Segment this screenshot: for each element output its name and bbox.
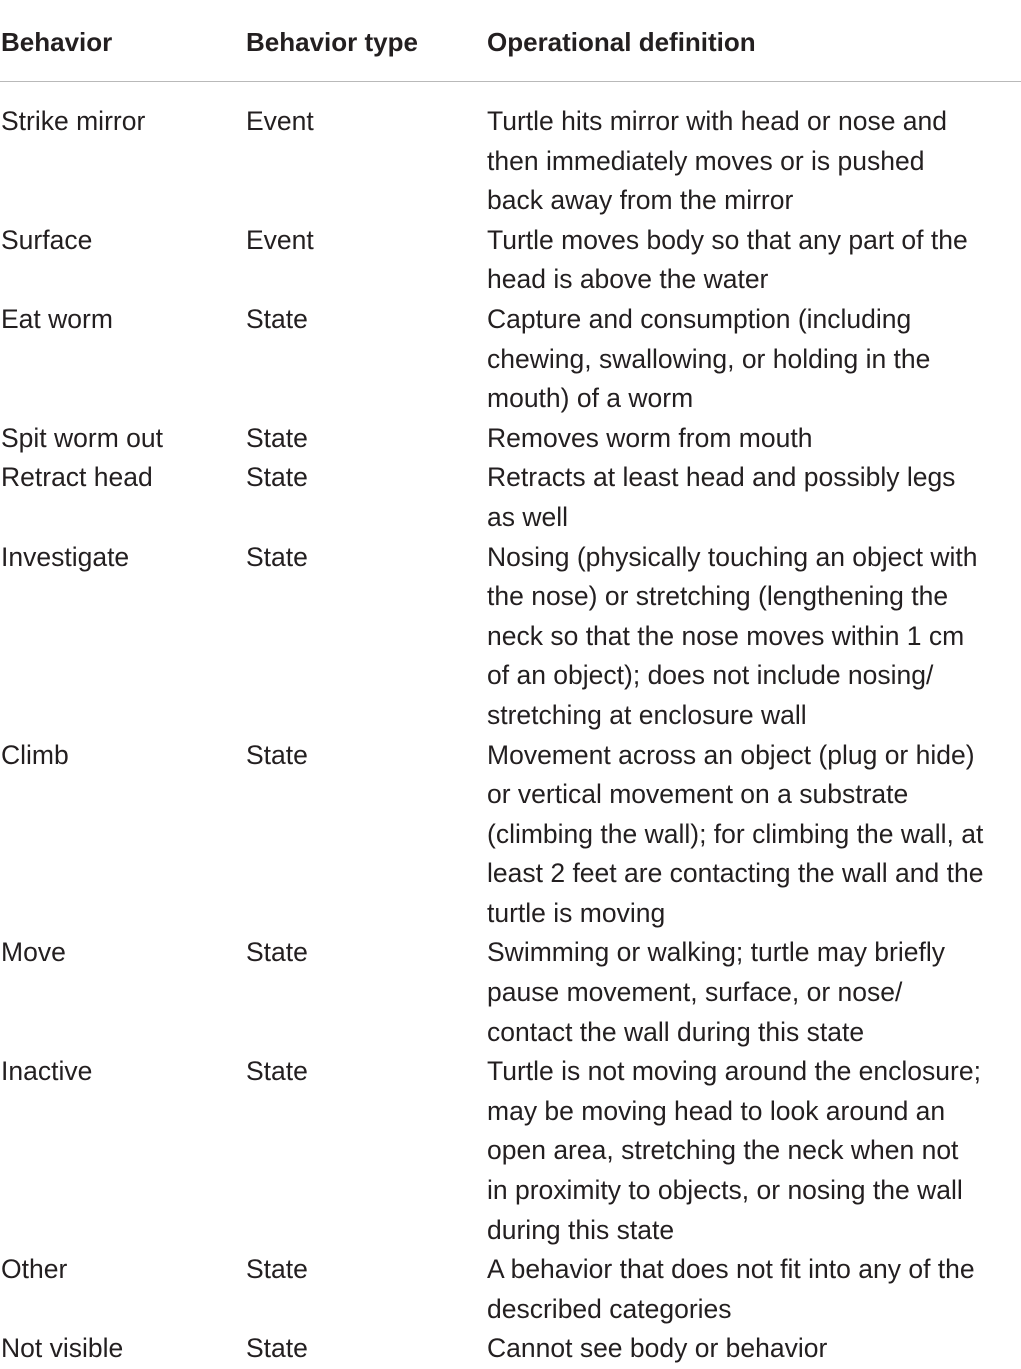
definition-line: Turtle is not moving around the enclosure; [487,1056,981,1087]
definition-line: Nosing (physically touching an object with [487,541,978,572]
behavior-type-cell: State [246,462,308,493]
definition-line: the nose) or stretching (lengthening the [487,581,949,612]
behavior-type-cell: State [246,1056,308,1087]
definition-line: Swimming or walking; turtle may briefly [487,937,945,968]
behavior-type-cell: Event [246,106,314,136]
definition-line: neck so that the nose moves within 1 cm [487,620,965,651]
definition-line: or vertical movement on a substrate [487,779,909,810]
table-header [0,0,1021,82]
behavior-type-cell: State [246,937,308,968]
definition-line: as well [487,501,569,532]
behavior-cell: Spit worm out [1,422,164,453]
table-row [0,1329,1021,1369]
behavior-cell: Move [1,937,66,968]
header-behavior: Behavior [1,27,113,57]
table-row [0,933,1021,1052]
definition-line: (climbing the wall); for climbing the wall, at [487,818,984,849]
definition-line: stretching at enclosure wall [487,699,807,730]
behavior-cell: Inactive [1,1056,93,1087]
definition-line: in proximity to objects, or nosing the wall [487,1175,963,1206]
definition-cell [487,538,1021,736]
definition-line: open area, stretching the neck when not [487,1135,959,1166]
definition-line: pause movement, surface, or nose/ [487,977,903,1008]
behavior-cell: Investigate [1,541,130,572]
behavior-cell: Surface [1,224,93,255]
definition-line: described categories [487,1293,732,1324]
definition-line: Turtle moves body so that any part of the [487,224,968,255]
definition-line: back away from the mirror [487,185,794,216]
behavior-cell: Eat worm [1,303,113,334]
table-row [0,458,1021,537]
definition-cell [487,419,1021,459]
definition-line: Turtle hits mirror with head or nose and [487,106,948,136]
table-row [0,538,1021,736]
definition-line: Capture and consumption (including [487,303,912,334]
table-row [0,736,1021,934]
definition-line: of an object); does not include nosing/ [487,660,934,691]
behavior-type-cell: Event [246,224,314,255]
behavior-type-cell: State [246,739,308,770]
definition-cell [487,458,1021,537]
definition-line: turtle is moving [487,897,666,928]
definition-line: during this state [487,1214,675,1245]
behavior-cell: Not visible [1,1333,124,1364]
definition-line: least 2 feet are contacting the wall and the [487,858,984,889]
definition-line: head is above the water [487,264,769,295]
definition-cell [487,1052,1021,1250]
definition-cell [487,221,1021,300]
definition-line: may be moving head to look around an [487,1095,946,1126]
table-row [0,300,1021,419]
definition-cell [487,736,1021,934]
header-divider [0,81,1021,82]
behavior-cell: Retract head [1,462,153,493]
table-row [0,419,1021,459]
definition-cell [487,1250,1021,1329]
behavior-type-cell: State [246,422,308,453]
definition-line: Retracts at least head and possibly legs [487,462,956,493]
table-row [0,102,1021,221]
table-row [0,1052,1021,1250]
definition-line: A behavior that does not fit into any of the [487,1254,975,1285]
table-body [0,102,1021,1369]
definition-cell [487,1329,1021,1369]
definition-cell [487,933,1021,1052]
behavior-cell: Climb [1,739,69,770]
table-row [0,221,1021,300]
definition-line: contact the wall during this state [487,1016,865,1047]
header-behavior-type: Behavior type [246,27,418,57]
definition-line: Movement across an object (plug or hide) [487,739,975,770]
definition-line: then immediately moves or is pushed [487,145,925,176]
definition-line: mouth) of a worm [487,383,694,414]
behavior-type-cell: State [246,541,308,572]
definition-cell [487,102,1021,221]
behavior-cell: Strike mirror [1,106,146,136]
definition-line: Cannot see body or behavior [487,1333,828,1364]
behavior-cell: Other [1,1254,68,1285]
definition-line: chewing, swallowing, or holding in the [487,343,931,374]
behavior-type-cell: State [246,1333,308,1364]
definition-cell [487,300,1021,419]
definition-line: Removes worm from mouth [487,422,813,453]
behavior-type-cell: State [246,303,308,334]
header-operational-definition: Operational definition [487,27,756,57]
behavior-type-cell: State [246,1254,308,1285]
table-row [0,1250,1021,1329]
